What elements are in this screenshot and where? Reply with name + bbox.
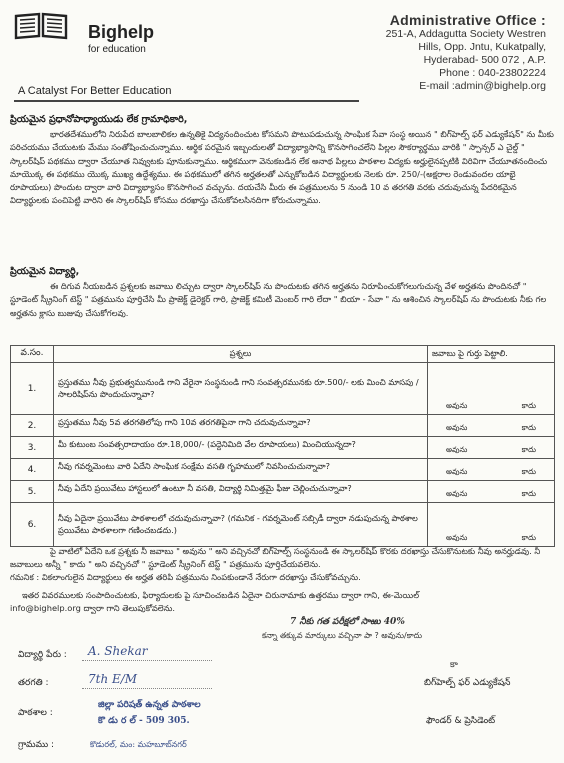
no-option[interactable]: కాదు xyxy=(521,489,536,498)
address-line: Hills, Opp. Jntu, Kukatpally, xyxy=(418,41,546,53)
signature-org: బిగ్‌హెల్ప్ ఫర్ ఎడ్యుకేషన్ xyxy=(424,678,511,688)
signature-title: ఫౌండర్ & ప్రెసిడెంట్ xyxy=(426,716,496,726)
col-header-sno: వ.సం. xyxy=(11,346,54,363)
table-row xyxy=(11,481,555,503)
village-value[interactable]: కొడురల్, మం: మహబూబ్‌నగర్ xyxy=(90,740,187,749)
table-header-row xyxy=(11,346,555,363)
eligibility-table xyxy=(10,345,555,547)
contact-paragraph: ఇతర వివరములకు సంపాదించుటకు, ఫిర్యాదులకు పై సూచించబడిన ఏదైనా చిరునామాకు ఉత్తరము ద్వారా గాని, ఈ-మెయిల్ xyxy=(22,589,420,600)
student-section xyxy=(10,265,555,320)
no-option[interactable]: కాదు xyxy=(521,533,536,542)
table-row xyxy=(11,503,555,547)
row-sno: 1. xyxy=(11,363,54,415)
yes-option[interactable]: అవును xyxy=(446,533,468,542)
contact-email-line[interactable]: info@bighelp.org ద్వారా గాని తెలుపుకోవలెను. xyxy=(10,602,176,613)
phone-line: Phone : 040-23802224 xyxy=(439,67,546,79)
table-row xyxy=(11,415,555,437)
row-question: నీవు ఏదైనా ప్రయివేటు పాఠశాలలో చదువుచున్నావా? (గమనిక - గవర్నమెంట్ సబ్సిడీ ద్వారా నడుపుచున్న పాఠశాల ప్రయివేటు పాఠశాలగా గణించబడదు.) xyxy=(54,503,428,547)
row-sno: 4. xyxy=(11,459,54,481)
answer-cell xyxy=(428,363,555,415)
no-option[interactable]: కాదు xyxy=(521,401,536,410)
yes-option[interactable]: అవును xyxy=(446,489,468,498)
table-row xyxy=(11,363,555,415)
handwritten-question: కన్నా తక్కువ మార్కులు వచ్చినా ఎా ? అవును/కాదు xyxy=(262,631,423,640)
row-question: నీవు గవర్నమెంటు వారి ఏదేని సాంఘిక సంక్షేమ వసతి గృహములో నివసించుచున్నావా? xyxy=(54,459,428,481)
salutation-headmaster: ప్రియమైన ప్రధానోపాధ్యాయుడు లేక గ్రామాధికారి, xyxy=(10,114,188,125)
email-line: E-mail :admin@bighelp.org xyxy=(419,80,546,92)
row-sno: 3. xyxy=(11,437,54,459)
handwritten-note: 7 నీకు గత పరీక్షలో సాఱు 40% xyxy=(290,617,405,627)
table-row xyxy=(11,459,555,481)
address-line: Hyderabad- 500 072 , A.P. xyxy=(423,54,546,66)
school-value-line-1[interactable]: జిల్లా పరిషత్ ఉన్నత పాఠశాల xyxy=(98,700,201,710)
yes-option[interactable]: అవును xyxy=(446,401,468,410)
village-label: గ్రామము : xyxy=(18,740,55,750)
student-name-label: విద్యార్థి పేరు : xyxy=(18,650,67,660)
answer-cell xyxy=(428,437,555,459)
row-sno: 5. xyxy=(11,481,54,503)
address-line: 251-A, Addagutta Society Westren xyxy=(385,28,546,40)
answer-cell xyxy=(428,503,555,547)
office-title: Administrative Office : xyxy=(389,12,546,28)
instructions-block xyxy=(10,545,555,615)
brand-name: Bighelp xyxy=(88,22,154,42)
yes-option[interactable]: అవును xyxy=(446,423,468,432)
brand-subtitle: for education xyxy=(88,44,146,55)
class-label: తరగతి : xyxy=(18,678,49,688)
office-address-block xyxy=(316,12,546,93)
row-question: మీ కుటుంబ సంవత్సరాదాయం రూ.18,000/- (పద్దెనిమిది వేల రూపాయలు) మించియున్నదా? xyxy=(54,437,428,459)
school-value-line-2[interactable]: కొ డు ర ల్ - 509 305. xyxy=(98,716,190,726)
school-label: పాఠశాల : xyxy=(18,708,53,718)
no-option[interactable]: కాదు xyxy=(521,445,536,454)
student-name-line xyxy=(82,660,212,661)
intro-paragraph: భారతదేశములోని నిరుపేద బాలబాలికల ఉన్నతికై విద్యనందించుట కోసమని పొటుపడుచున్న సాంఘిక సేవా సంస్థ అయిన " బిగ్‌హెల్ప్ ఫర్ ఎడ్యుకేషన్" ను మీకు పరిచయము చేయుటకు మేము సంతోషించుచున్నాము. ఆర్థిక పరమైన ఇబ్బందులతో విద్యాభ్యాసాన్ని కొనసాగించలేని పిల్లల సౌకర్యార్థము వారికి " స్పాన్సర్ ఎ చైల్డ్ " స్కాలర్‌షిప్ పథకము ద్వారా చేయూత నివ్వుటకు పూనుకున్నాము. ఆర్థికముగా వెనుకబడిన లేక అనాథ పిల్లలు పాఠశాల విద్యకు అర్హులైనప్పటికి విరివిగా చేయూతనందించు మాయొక్క ఈ పథకము యొక్క ముఖ్య ఉద్దేశ్యము. ఈ పథకములో తగిన అర్హతలతో ఎన్నుకోబడిన విద్యార్థులకు నెలకు రూ. 250/-(అక్షరాల రెండువందల యాభై రూపాయలు) పొందుట ద్వారా వారి విద్యాభ్యాసం కొనసాగించ వచ్చును. దయచేసి మీరు ఈ పత్రములను 5 నుండి 10 వ తరగతి వరకు చదువుచున్న పేదరికమైన విద్యార్థులకు పంచిపెట్టి వారిని ఈ స్కాలర్‌షిప్ కోసము దరఖాస్తు చేసుకోవలసినదిగా కోరుచున్నాము. xyxy=(10,129,554,206)
note-paragraph: గమనిక : వికలాంగులైన విద్యార్థులు ఈ అర్హత తరిపి పత్రమును నింపకుండానే నేరుగా దరఖాస్తు చేసుకోవచ్చును. xyxy=(10,572,361,583)
tagline: A Catalyst For Better Education xyxy=(18,85,172,97)
instructions-paragraph: పై వాటిలో ఏదేని ఒక ప్రశ్నకు నీ జవాబు " అవును " అని వచ్చినచో బిగ్‌హెల్ప్ సంస్థనుండి ఈ స్కాలర్‌షిప్ కొరకు దరఖాస్తు చేసుకొనుటకు నీవు అనర్హుడవు. నీ జవాబులు అన్నీ " కాదు " అని వచ్చినచో " స్టూడెంట్ స్క్రీనింగ్ టెస్ట్ " పత్రమును పూర్తిచేయవలెను. xyxy=(10,546,541,570)
row-question: ప్రస్తుతము నీవు 5వ తరగతిలోపు గాని 10వ తరగతిపైనా గాని చదువుచున్నావా? xyxy=(54,415,428,437)
no-option[interactable]: కాదు xyxy=(521,423,536,432)
salutation-student: ప్రియమైన విద్యార్థి, xyxy=(10,266,80,277)
class-line xyxy=(82,688,212,689)
answer-cell xyxy=(428,481,555,503)
row-sno: 2. xyxy=(11,415,54,437)
handwritten-mark: కా xyxy=(450,660,458,670)
student-name-value[interactable]: A. Shekar xyxy=(88,644,148,658)
col-header-answer: జవాబు పై గుర్తు పెట్టాలి. xyxy=(428,346,555,363)
row-question: ప్రస్తుతము నీవు ప్రభుత్వమునుండి గాని వేరైనా సంస్థనుండి గాని సంవత్సరమునకు రూ.500/- లకు మించి మాసపు / సాలరిషిప్‌ను పొందుచున్నావా? xyxy=(54,363,428,415)
letter-intro xyxy=(10,113,555,207)
student-paragraph: ఈ దిగువ నీయబడిన ప్రశ్నలకు జవాబు లిచ్చుట ద్వారా స్కాలర్‌షిప్ ను పొందుటకు తగిన అర్హతను నిరూపించుకోగలుగుచున్న వేళ అర్హతను పొందినచో " స్టూడెంట్ స్క్రీనింగ్ టెస్ట్ " పత్రమును పూర్తిచేసి మీ ప్రాజెక్ట్ డైరెక్టర్ గారి, ప్రాజెక్ట్ కమిటీ మెంబర్ గారి లేదా " బియా - సేవా " ను ఆశించిన స్కాలర్‌షిప్ ను పొందుటకు నీకు గల అర్హతను క్లాసు బుజువు చేసుకోగలవు. xyxy=(10,281,547,318)
yes-option[interactable]: అవును xyxy=(446,445,468,454)
answer-cell xyxy=(428,415,555,437)
row-question: నీవు ఏదేని ప్రయివేటు హాస్టలులో ఉంటూ నీ వసతి, విద్యార్థి నిమిత్తమై ఫీజు చెల్లించుచున్నావా? xyxy=(54,481,428,503)
no-option[interactable]: కాదు xyxy=(521,467,536,476)
row-sno: 6. xyxy=(11,503,54,547)
book-logo-icon xyxy=(12,10,70,40)
table-row xyxy=(11,437,555,459)
header-divider xyxy=(14,100,359,102)
col-header-question: ప్రశ్నలు xyxy=(54,346,428,363)
answer-cell xyxy=(428,459,555,481)
class-value[interactable]: 7th E/M xyxy=(88,672,138,686)
yes-option[interactable]: అవును xyxy=(446,467,468,476)
